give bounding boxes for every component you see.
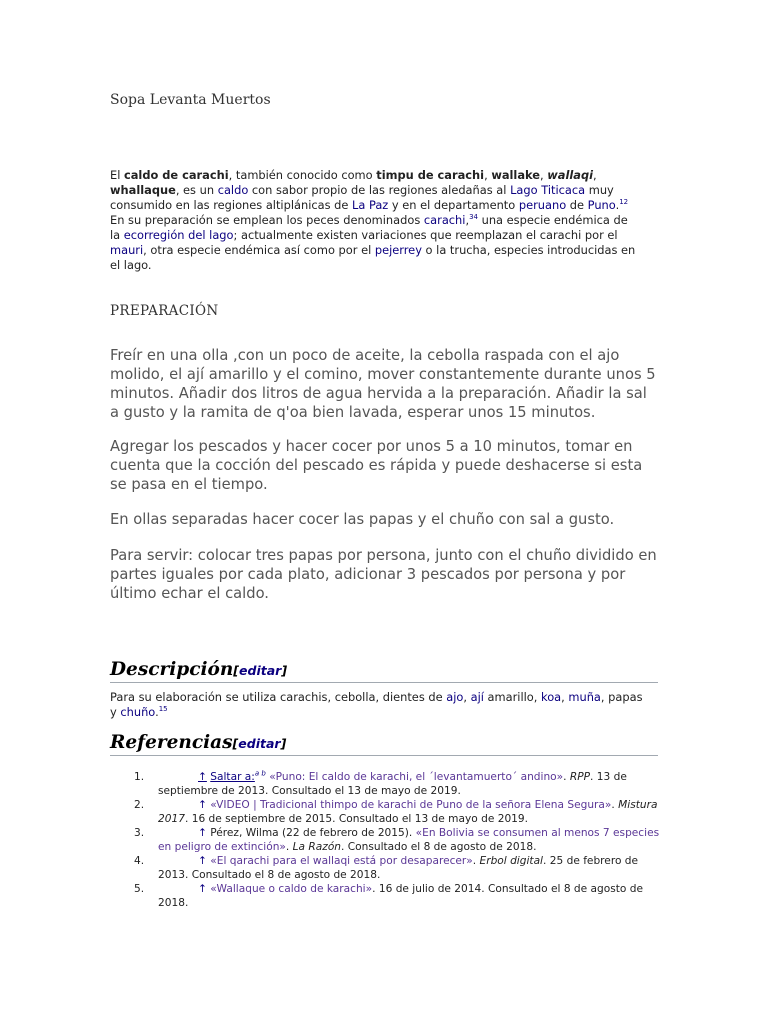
saltar-link[interactable]: Saltar a:	[210, 771, 255, 783]
desc-text: amarillo,	[483, 690, 541, 704]
edit-bracket: ]	[281, 663, 288, 678]
back-arrow[interactable]: ↑	[198, 855, 207, 867]
descripcion-heading-text: Descripción	[110, 659, 234, 680]
reference-number: 4.	[134, 855, 145, 867]
link-ajo[interactable]: ajo	[446, 690, 464, 704]
intro-text: , es un	[175, 183, 218, 197]
citation-12[interactable]: 12	[619, 198, 629, 207]
citation-34[interactable]: 34	[469, 213, 478, 222]
link-koa[interactable]: koa	[541, 690, 562, 704]
desc-text: Para su elaboración se utiliza carachis, cebolla, dientes de	[110, 690, 447, 704]
link-lago-titicaca[interactable]: Lago Titicaca	[510, 183, 586, 197]
reference-author: Pérez, Wilma (22 de febrero de 2015).	[210, 827, 416, 839]
reference-number: 5.	[134, 883, 145, 895]
desc-text: .	[155, 705, 159, 719]
reference-text: . 25 de febrero de 2013. Consultado el 8 de agosto de 2018.	[158, 855, 639, 881]
edit-link[interactable]: editar	[239, 663, 282, 678]
edit-bracket: ]	[280, 736, 287, 751]
reference-item	[110, 798, 660, 826]
intro-text: o la trucha, especies introducidas en el lago.	[110, 243, 636, 272]
intro-text: ,	[484, 168, 492, 182]
desc-text: ,	[561, 690, 569, 704]
link-peruano[interactable]: peruano	[518, 198, 567, 212]
desc-text: ,	[463, 690, 471, 704]
reference-text: .	[563, 771, 570, 783]
intro-text: de	[566, 198, 588, 212]
term-wallake: wallake	[491, 168, 541, 182]
reference-link[interactable]: «Puno: El caldo de karachi, el ´levantamuerto´ andino»	[269, 771, 564, 783]
term-caldo-de-carachi: caldo de carachi	[123, 168, 229, 182]
reference-number: 3.	[134, 827, 145, 839]
link-carachi[interactable]: carachi	[423, 213, 466, 227]
intro-text: muy consumido en las regiones altiplánicas de	[110, 183, 614, 212]
reference-text: .	[611, 799, 619, 811]
backref-ab[interactable]: a b	[254, 769, 266, 778]
term-whallaque: whallaque	[110, 183, 176, 197]
edit-section	[233, 736, 287, 751]
intro-text: con sabor propio de las regiones aledañas al	[248, 183, 511, 197]
reference-link[interactable]: «Wallaque o caldo de karachi»	[210, 883, 373, 895]
intro-text: y en el departamento	[388, 198, 519, 212]
reference-text: . 16 de septiembre de 2015. Consultado el 13 de mayo de 2019.	[184, 813, 529, 825]
edit-section	[233, 663, 287, 678]
intro-text: El	[110, 168, 124, 182]
edit-bracket: [	[233, 663, 240, 678]
link-puno[interactable]: Puno	[587, 198, 616, 212]
reference-text: .	[285, 841, 293, 853]
reference-item	[110, 770, 660, 798]
link-chuno[interactable]: chuño	[120, 705, 156, 719]
link-muna[interactable]: muña	[568, 690, 601, 704]
intro-text: ,	[593, 168, 597, 182]
reference-item	[110, 826, 660, 854]
back-arrow[interactable]: ↑	[198, 883, 207, 895]
link-la-paz[interactable]: La Paz	[352, 198, 389, 212]
back-arrow[interactable]: ↑	[198, 771, 207, 783]
intro-text: , también conocido como	[228, 168, 377, 182]
descripcion-heading	[110, 659, 658, 683]
preparacion-paragraph-3: En ollas separadas hacer cocer las papas y el chuño con sal a gusto.	[110, 511, 615, 528]
term-timpu-de-carachi: timpu de carachi	[376, 168, 485, 182]
reference-source: Erbol digital	[479, 855, 544, 867]
reference-source: Mistura 2017	[158, 799, 658, 825]
intro-text: ; actualmente existen variaciones que reemplazan el carachi por el	[233, 228, 618, 242]
citation-15[interactable]: 15	[158, 705, 168, 714]
intro-text: ,	[540, 168, 548, 182]
reference-text: . 13 de septiembre de 2013. Consultado el 13 de mayo de 2019.	[158, 771, 627, 797]
referencias-heading-text: Referencias	[110, 732, 233, 753]
reference-number: 1.	[134, 771, 145, 783]
reference-source: RPP	[569, 771, 591, 783]
edit-link[interactable]: editar	[238, 736, 281, 751]
link-ecorregion[interactable]: ecorregión del lago	[123, 228, 234, 242]
link-pejerrey[interactable]: pejerrey	[374, 243, 422, 257]
reference-item	[110, 854, 660, 882]
intro-text: ,	[465, 213, 470, 227]
intro-text: En su preparación se emplean los peces denominados	[110, 213, 424, 227]
link-mauri[interactable]: mauri	[110, 243, 144, 257]
back-arrow[interactable]: ↑	[198, 827, 207, 839]
edit-bracket: [	[232, 736, 239, 751]
reference-item	[110, 882, 660, 910]
references-list	[110, 770, 660, 910]
preparacion-paragraph-2: Agregar los pescados y hacer cocer por unos 5 a 10 minutos, tomar en cuenta que la cocción del pescado es rápida y puede deshacerse si esta se pasa en el tiempo.	[110, 438, 643, 493]
desc-text: , papas y	[110, 690, 643, 719]
reference-number: 2.	[134, 799, 145, 811]
descripcion-paragraph	[110, 690, 650, 720]
link-caldo[interactable]: caldo	[217, 183, 249, 197]
intro-paragraph	[110, 168, 640, 273]
reference-link[interactable]: «VIDEO | Tradicional thimpo de karachi de Puno de la señora Elena Segura»	[210, 799, 612, 811]
reference-link[interactable]: «En Bolivia se consumen al menos 7 especies en peligro de extinción»	[158, 827, 660, 853]
reference-text: . Consultado el 8 de agosto de 2018.	[341, 841, 537, 853]
reference-link[interactable]: «El qarachi para el wallaqi está por desaparecer»	[210, 855, 473, 867]
term-wallaqi: wallaqi	[547, 168, 594, 182]
referencias-heading	[110, 732, 658, 756]
preparacion-paragraph-1: Freír en una olla ,con un poco de aceite, la cebolla raspada con el ajo molido, el ají amarillo y el comino, mover constantemente durante unos 5 minutos. Añadir dos litros de agua hervida a la preparación. Añadir la sal a gusto y la ramita de q'oa bien lavada, esperar unos 15 minutos.	[110, 347, 656, 421]
intro-text: .	[615, 198, 620, 212]
reference-text: . 16 de julio de 2014. Consultado el 8 de agosto de 2018.	[158, 883, 643, 909]
preparacion-heading: PREPARACIÓN	[110, 303, 219, 319]
back-arrow[interactable]: ↑	[198, 799, 207, 811]
link-aji[interactable]: ají	[470, 690, 484, 704]
reference-source: La Razón	[292, 841, 342, 853]
intro-text: una especie endémica de la	[110, 213, 628, 242]
preparacion-paragraph-4: Para servir: colocar tres papas por persona, junto con el chuño dividido en partes iguales por cada plato, adicionar 3 pescados por persona y por último echar el caldo.	[110, 547, 657, 602]
page-title: Sopa Levanta Muertos	[110, 92, 271, 108]
intro-text: , otra especie endémica así como por el	[143, 243, 375, 257]
reference-text: .	[472, 855, 480, 867]
